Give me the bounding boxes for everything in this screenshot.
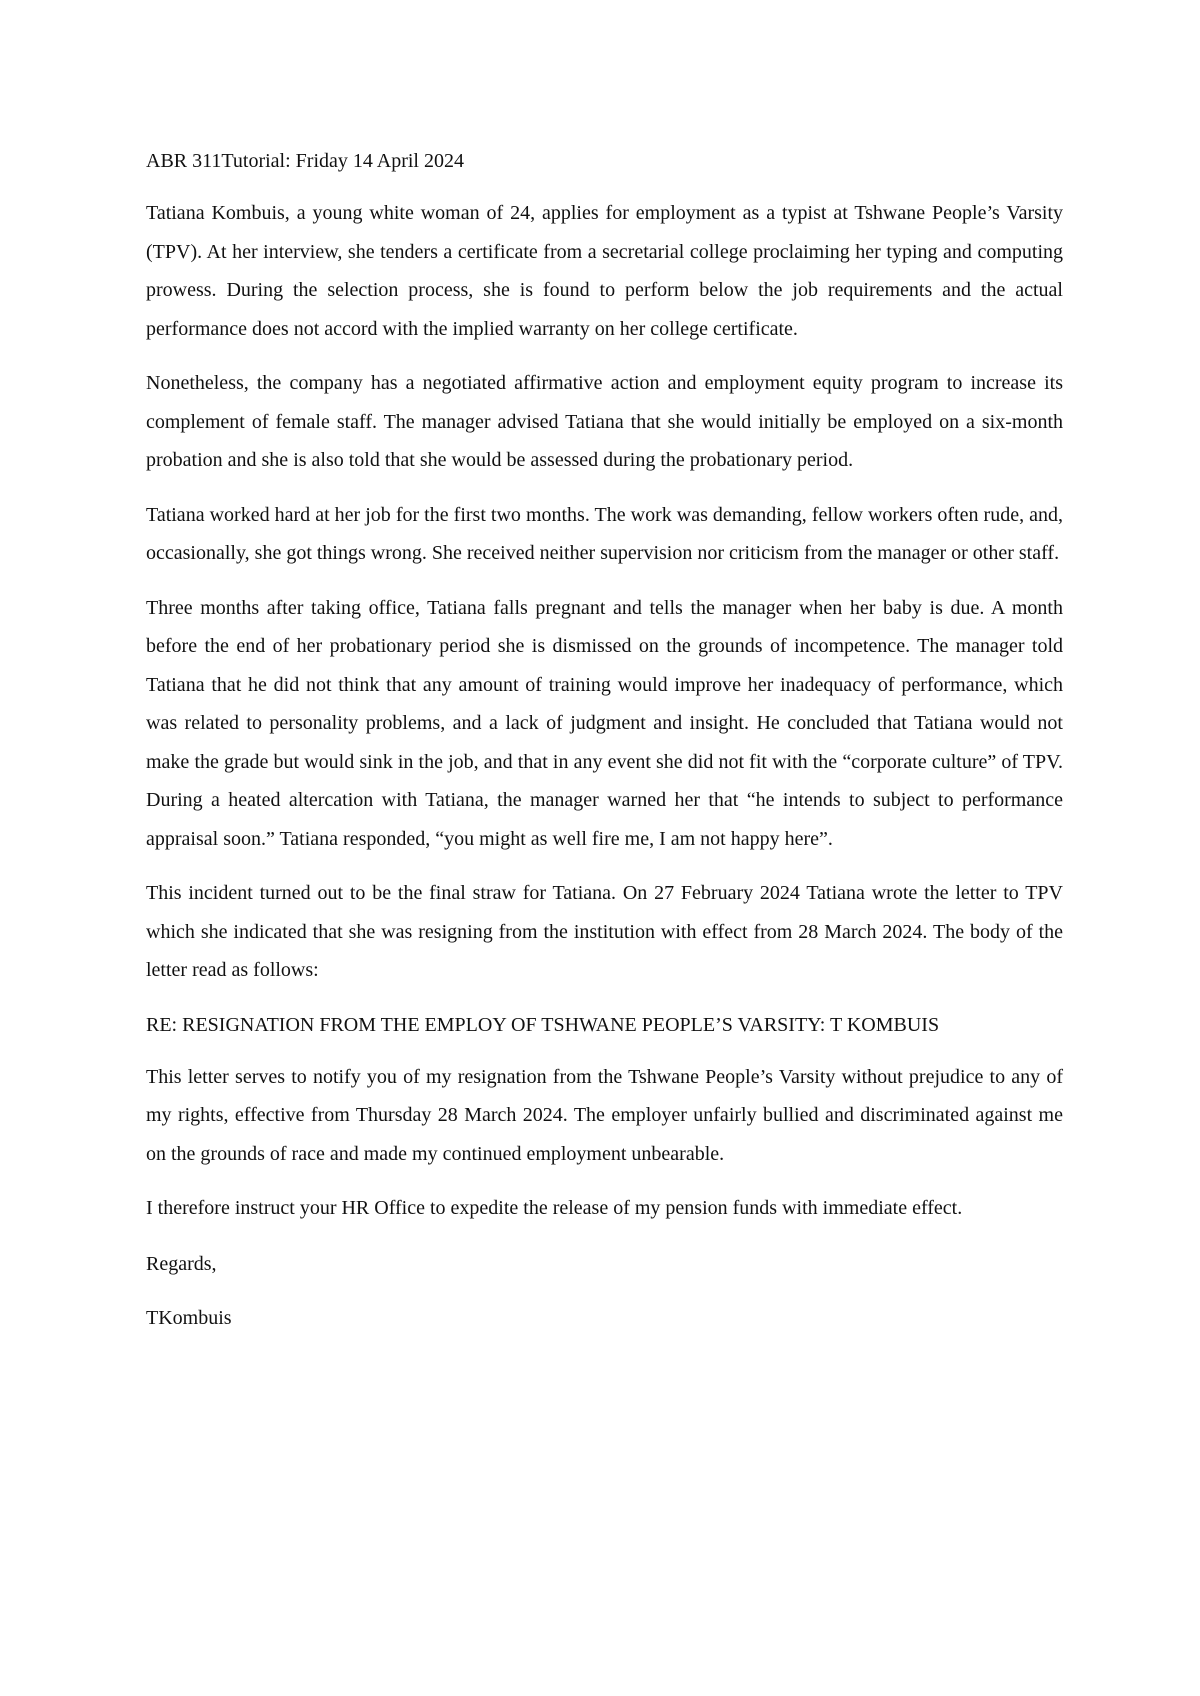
document-page [146,146,1063,1337]
paragraph-first-months: Tatiana worked hard at her job for the first two months. The work was demanding, fellow workers often rude, and, occasionally, she got things wrong. She received neither supervision nor criticism from the manager or other staff. [146,503,1063,564]
paragraph-resignation: This incident turned out to be the final straw for Tatiana. On 27 February 2024 Tatiana wrote the letter to TPV which she indicated that she was resigning from the institution with effect from 28 March 2024. The body of the letter read as follows: [146,882,1063,981]
document-title: ABR 311Tutorial: Friday 14 April 2024 [146,150,464,172]
paragraph-background: Tatiana Kombuis, a young white woman of 24, applies for employment as a typist at Tshwane People’s Varsity (TPV). At her interview, she tenders a certificate from a secretarial college proclaiming her typing and computing prowess. During the selection process, she is found to perform below the job requirements and the actual performance does not accord with the implied warranty on her college certificate. [146,202,1063,340]
letter-body: This letter serves to notify you of my resignation from the Tshwane People’s Varsity without prejudice to any of my rights, effective from Thursday 28 March 2024. The employer unfairly bullied and discriminated against me on the grounds of race and made my continued employment unbearable. [146,1065,1063,1165]
letter-subject: RE: RESIGNATION FROM THE EMPLOY OF TSHWANE PEOPLE’S VARSITY: T KOMBUIS [146,1013,940,1036]
letter-closing: Regards, [146,1253,217,1275]
paragraph-dismissal: Three months after taking office, Tatiana falls pregnant and tells the manager when her baby is due. A month before the end of her probationary period she is dismissed on the grounds of incompetence. The manager told Tatiana that he did not think that any amount of training would improve her inadequacy of performance, which was related to personality problems, and a lack of judgment and insight. He concluded that Tatiana would not make the grade but would sink in the job, and that in any event she did not fit with the “corporate culture” of TPV. During a heated altercation with Tatiana, the manager warned her that “he intends to subject to performance appraisal soon.” Tatiana responded, “you might as well fire me, I am not happy here”. [146,596,1063,850]
paragraph-affirmative-action: Nonetheless, the company has a negotiated affirmative action and employment equity program to increase its complement of female staff. The manager advised Tatiana that she would initially be employed on a six-month probation and she is also told that she would be assessed during the probationary period. [146,372,1063,471]
letter-signature: TKombuis [146,1307,232,1329]
letter-instruction: I therefore instruct your HR Office to expedite the release of my pension funds with immediate effect. [146,1197,963,1219]
